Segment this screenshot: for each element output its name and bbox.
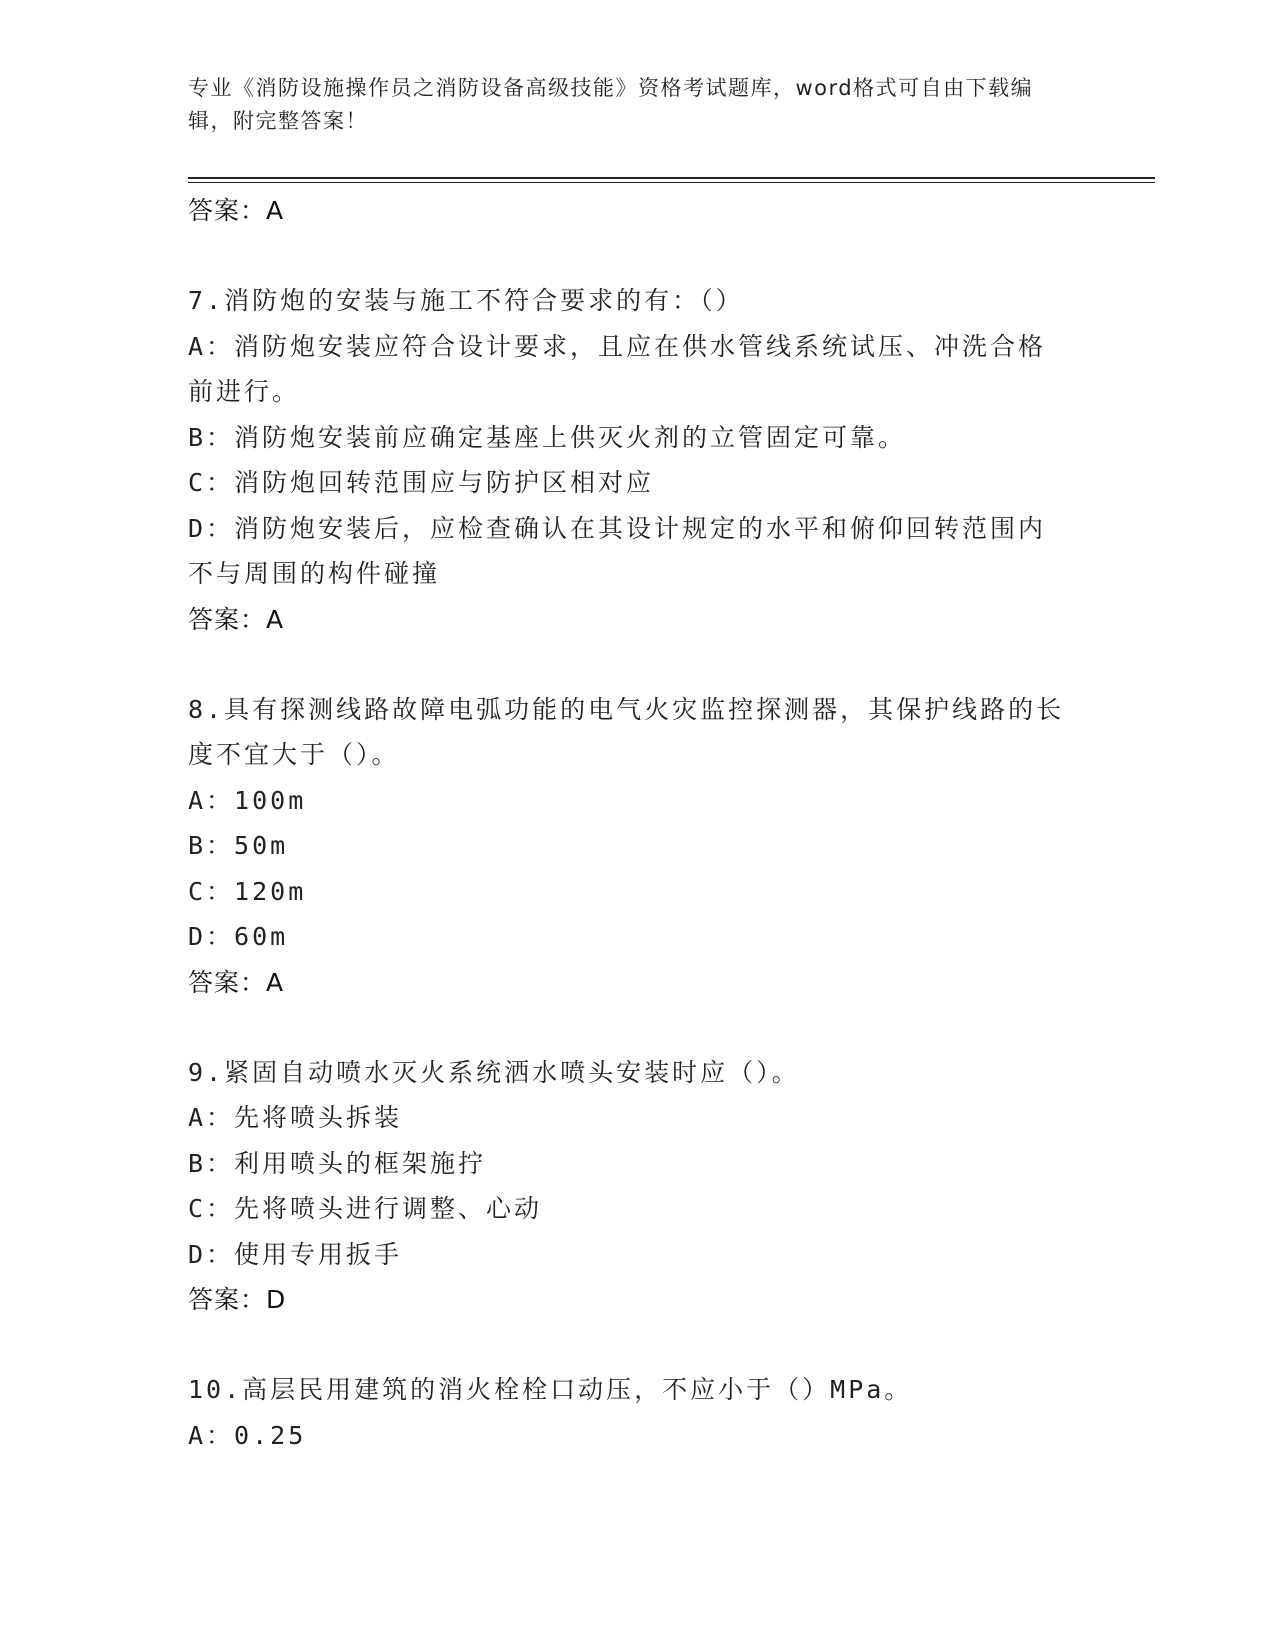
answer-line: 答案：A (188, 604, 285, 634)
document-header: 专业《消防设施操作员之消防设备高级技能》资格考试题库，word格式可自由下载编辑，附完整答案！ (188, 76, 1034, 133)
answer-line: 答案：A (188, 967, 285, 997)
option-c: C：先将喷头进行调整、心动 (188, 1194, 543, 1223)
question-9 (188, 1050, 1088, 1324)
question-8 (188, 687, 1088, 1006)
option-b: B：消防炮安装前应确定基座上供灭火剂的立管固定可靠。 (188, 422, 907, 452)
option-a: A：100m (188, 785, 307, 815)
question-stem: 10.高层民用建筑的消火栓栓口动压，不应小于（）MPa。 (188, 1375, 913, 1404)
option-b: B：利用喷头的框架施拧 (188, 1148, 487, 1178)
option-a: A：先将喷头拆装 (188, 1103, 403, 1132)
option-c: C：120m (188, 876, 307, 906)
question-stem: 9.紧固自动喷水灭火系统洒水喷头安装时应（）。 (188, 1057, 800, 1087)
question-7 (188, 278, 1088, 643)
header-rule-thick (188, 177, 1155, 179)
option-a: A：0.25 (188, 1420, 307, 1450)
option-d: D：60m (188, 922, 289, 951)
answer-line: 答案：D (188, 1285, 287, 1314)
question-stem: 8.具有探测线路故障电弧功能的电气火灾监控探测器，其保护线路的长度不宜大于（）。 (188, 694, 1065, 769)
option-a: A：消防炮安装应符合设计要求，且应在供水管线系统试压、冲洗合格前进行。 (188, 331, 1047, 406)
answer-line: 答案：A (188, 196, 285, 225)
header-rule-thin (188, 182, 1155, 183)
option-d: D：使用专用扳手 (188, 1239, 403, 1269)
question-list (188, 188, 1088, 1458)
question-10 (188, 1367, 1088, 1458)
option-d: D：消防炮安装后，应检查确认在其设计规定的水平和俯仰回转范围内不与周围的构件碰撞 (188, 513, 1047, 588)
question-stem: 7.消防炮的安装与施工不符合要求的有：（） (188, 286, 744, 315)
option-b: B：50m (188, 831, 289, 860)
option-c: C：消防炮回转范围应与防护区相对应 (188, 468, 655, 497)
